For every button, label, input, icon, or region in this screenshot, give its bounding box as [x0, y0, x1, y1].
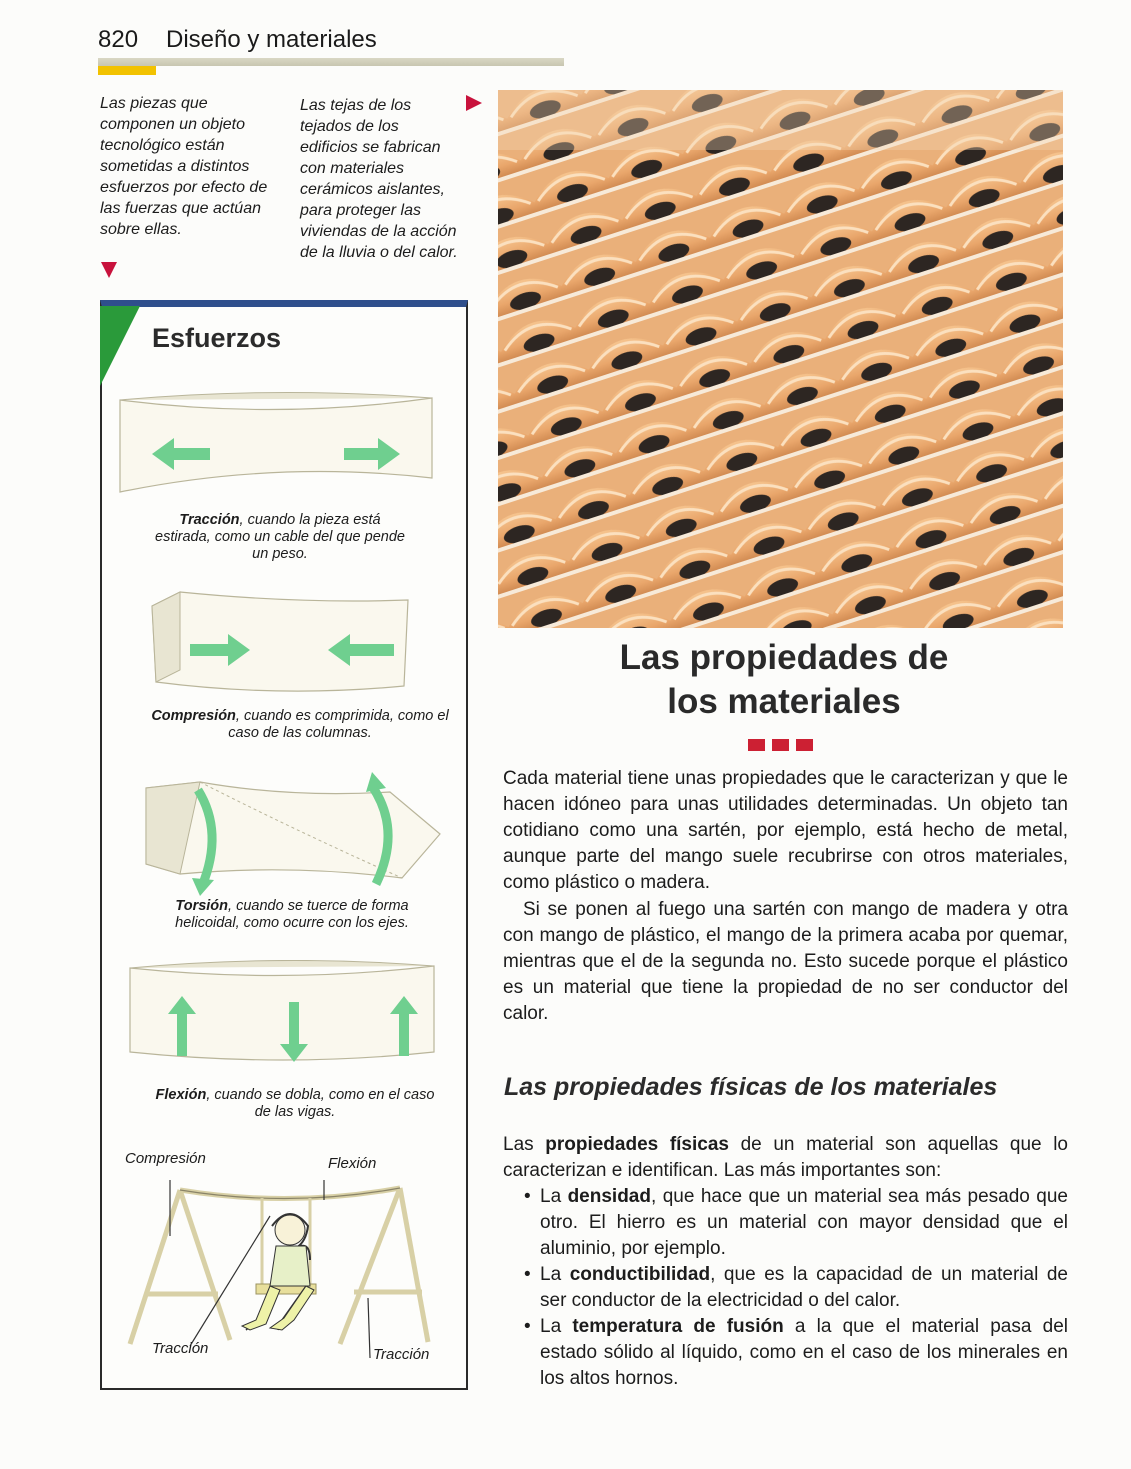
- swing-label-flexion: Flexión: [328, 1155, 377, 1172]
- compresion-caption: Compresión, cuando es comprimida, como el caso de las columnas.: [151, 708, 449, 741]
- sidebar-green-corner: [100, 306, 140, 386]
- header-rule: [98, 58, 564, 66]
- sidebar-title: Esfuerzos: [152, 323, 282, 353]
- caption-right: Las tejas de los tejados de los edificios se fabrican con materiales cerámicos aislantes, para proteger las viviendas de la acción de la lluvia o del calor.: [300, 97, 458, 261]
- title-decoration: [748, 739, 818, 751]
- swing-label-traccion-left: Tracción: [152, 1340, 209, 1357]
- decor-square: [796, 739, 813, 751]
- main-title-line2: los materiales: [667, 682, 901, 721]
- main-title: [500, 636, 1068, 724]
- subheading: Las propiedades físicas de los materiales: [504, 1073, 998, 1101]
- caption-left: Las piezas que componen un objeto tecnológico están sometidas a distintos esfuerzos por efecto de las fuerzas que actúan sobre ellas.: [100, 95, 268, 238]
- main-title-line1: Las propiedades de: [619, 638, 949, 677]
- flexion-caption: Flexión, cuando se dobla, como en el caso de las vigas.: [155, 1087, 435, 1120]
- decor-square: [748, 739, 765, 751]
- list-item: • La temperatura de fusión a la que el material pasa del estado sólido al líquido, como en el caso de los minerales en los altos hornos.: [524, 1316, 1068, 1389]
- decor-square: [772, 739, 789, 751]
- list-item: • La densidad, que hace que un material sea más pesado que otro. El hierro es un material con mayor densidad que el aluminio, por ejemplo.: [524, 1186, 1068, 1259]
- pointer-down-icon: [101, 262, 117, 278]
- paragraph-3: Las propiedades físicas de un material son aquellas que lo caracterizan e identifican. Las más importantes son:: [503, 1134, 1068, 1181]
- swing-illustration: [110, 1168, 460, 1368]
- traccion-caption: Tracción, cuando la pieza está estirada, como un cable del que pende un peso.: [155, 512, 405, 562]
- paragraph-1: Cada material tiene unas propiedades que le caracterizan y que le hacen idóneo para unas utilidades determinadas. Un objeto tan cotidiano como una sartén, por ejemplo, está hecho de metal, aunque parte del mango suele recubrirse con otros materiales, como plástico o madera.: [503, 768, 1068, 893]
- torsion-diagram: [140, 768, 450, 898]
- swing-label-compresion: Compresión: [125, 1150, 206, 1167]
- flexion-diagram: [128, 960, 438, 1070]
- roof-tiles-photo: [498, 90, 1063, 628]
- section-title: Diseño y materiales: [166, 26, 377, 53]
- compresion-diagram: [150, 586, 410, 706]
- list-item: • La conductibilidad, que es la capacidad de un material de ser conductor de la electricidad o del calor.: [524, 1264, 1068, 1311]
- page-number: 820: [98, 26, 139, 53]
- traccion-diagram: [118, 390, 434, 500]
- swing-label-traccion-right: Tracción: [373, 1346, 430, 1363]
- page-header: [98, 22, 568, 62]
- header-accent-bar: [98, 66, 156, 75]
- pointer-right-icon: [466, 95, 482, 111]
- paragraph-2: Si se ponen al fuego una sartén con mango de madera y otra con mango de plástico, el mango de la primera acaba por quemar, mientras que el de la segunda no. Esto sucede porque el plástico es un material que tiene la propiedad de no ser conductor del calor.: [503, 899, 1068, 1024]
- torsion-caption: Torsión, cuando se tuerce de forma helicoidal, como ocurre con los ejes.: [175, 898, 409, 931]
